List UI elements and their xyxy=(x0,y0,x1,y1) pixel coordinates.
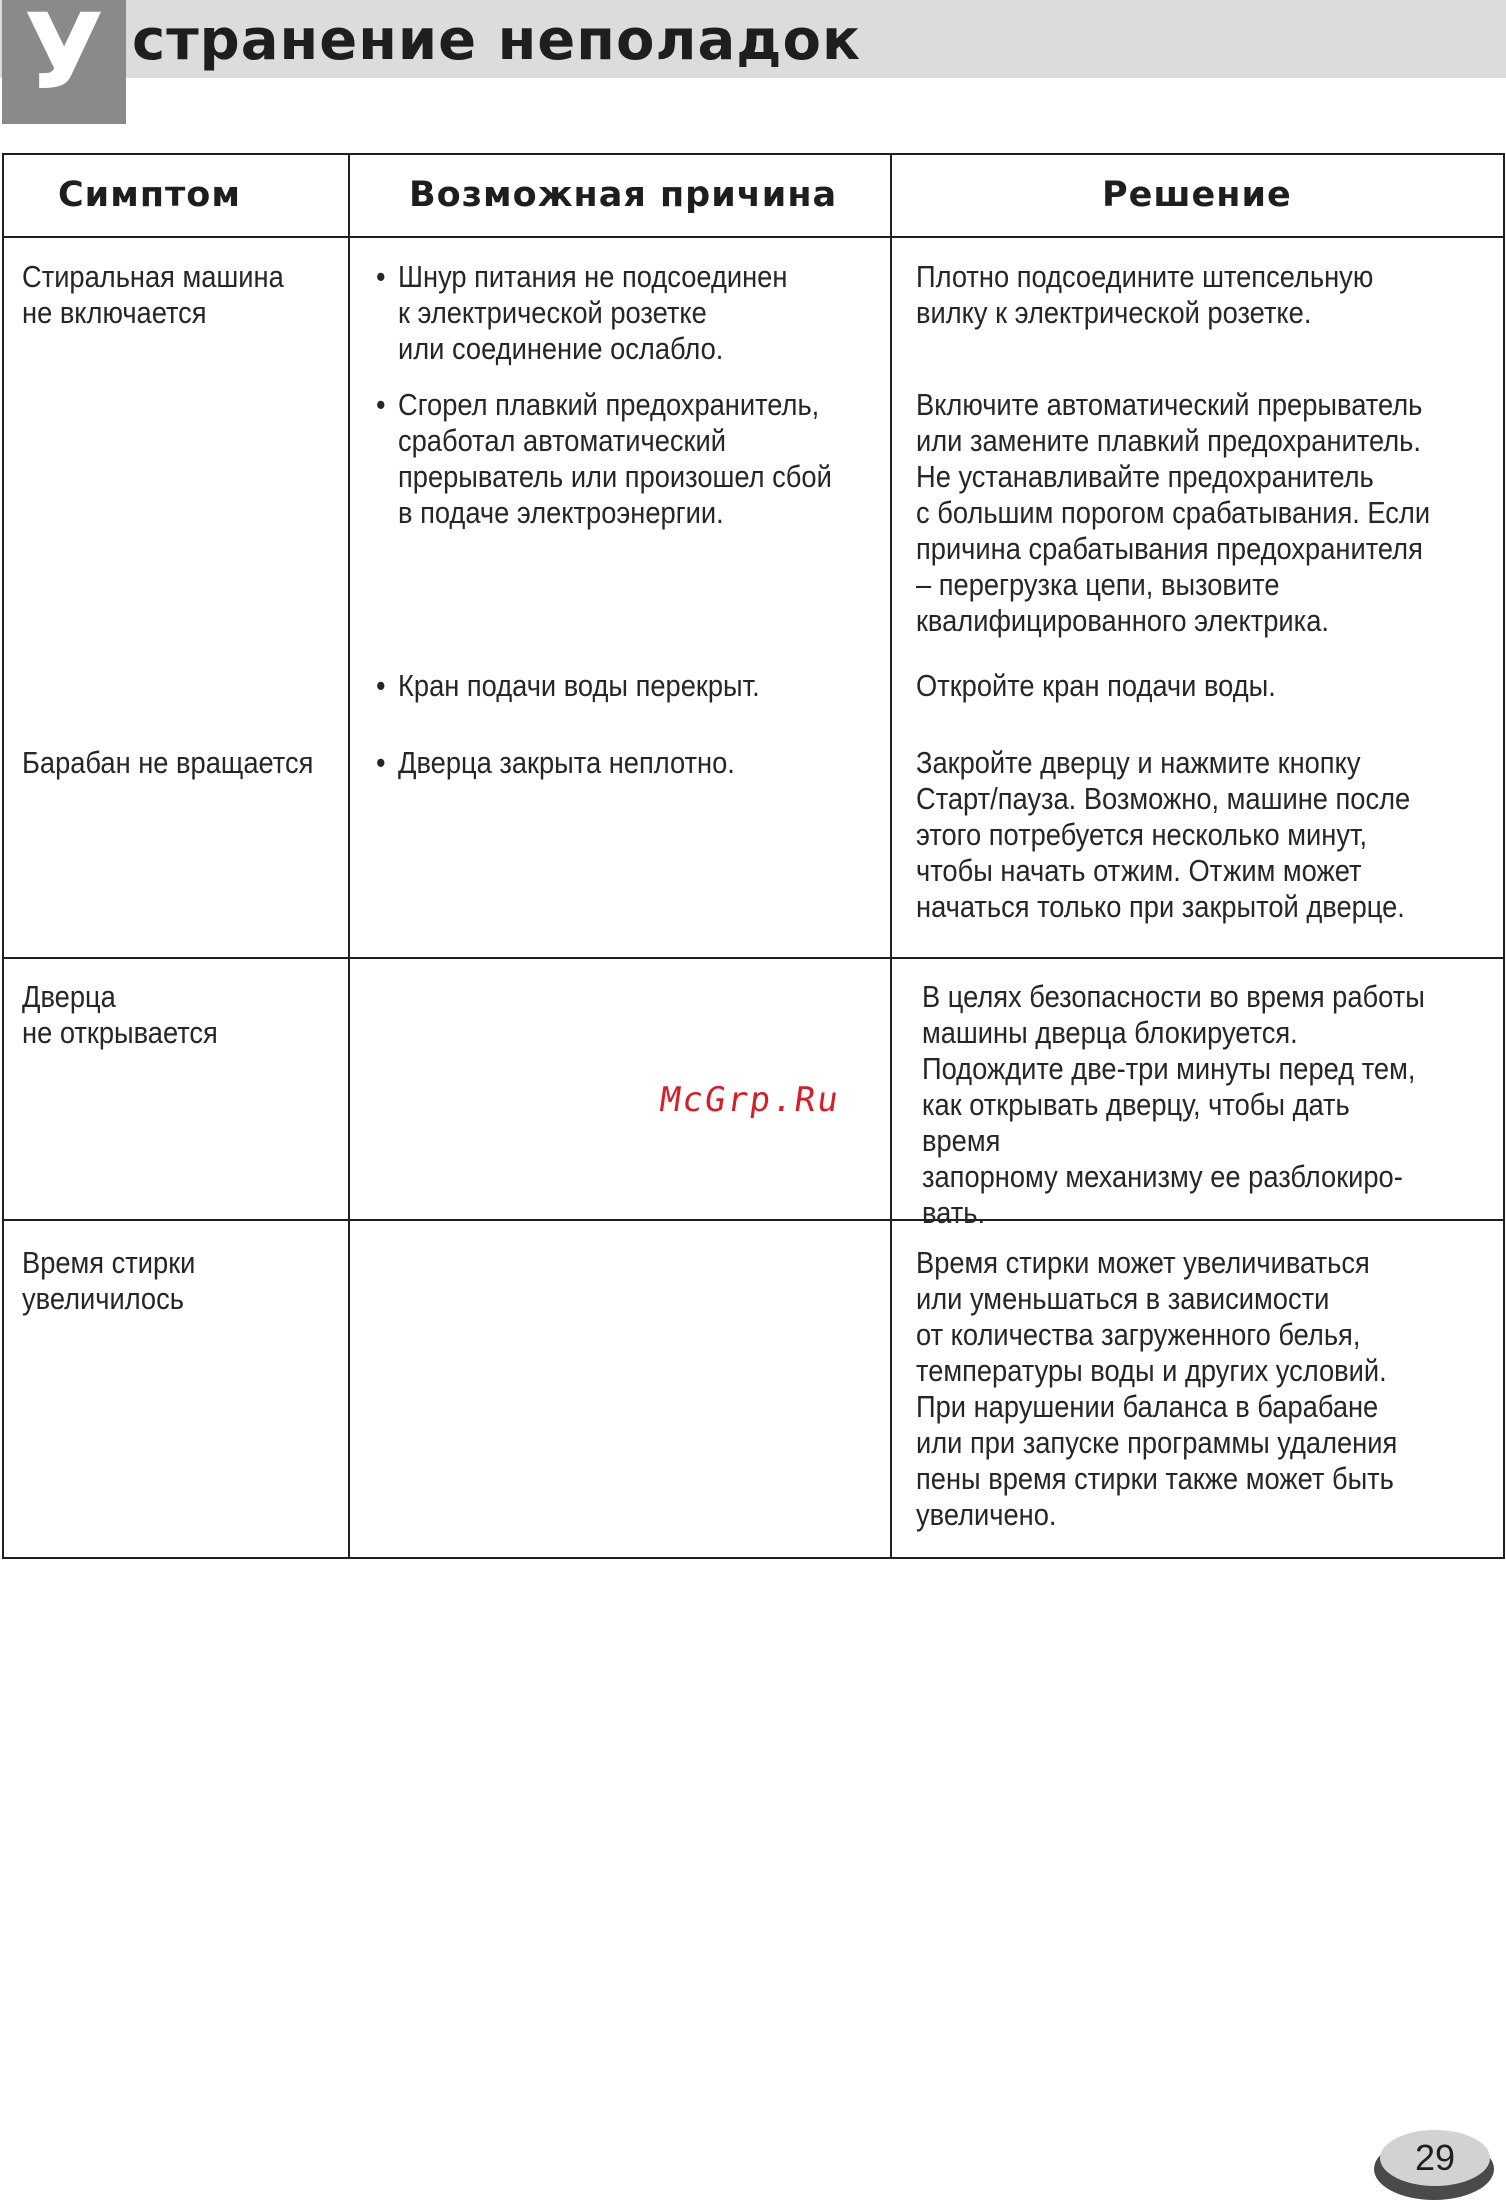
troubleshooting-table xyxy=(2,153,1505,1559)
cause-bullet: • xyxy=(376,387,386,422)
cause-cell: Кран подачи воды перекрыт. xyxy=(398,668,760,703)
watermark: McGrp.Ru xyxy=(657,1080,843,1120)
page-title: странение неполадок xyxy=(132,8,861,73)
symptom-cell: Стиральная машина не включается xyxy=(22,259,284,330)
cause-bullet: • xyxy=(376,668,386,703)
row-divider xyxy=(4,957,1503,959)
title-initial-letter: У xyxy=(2,0,126,124)
solution-cell: В целях безопасности во время работы машины дверца блокируется. Подождите две-три минуты перед тем, как открывать дверцу, чтобы дать время запорному механизму ее разблокиро- вать. xyxy=(922,979,1425,1230)
page-number: 29 xyxy=(1380,2130,1490,2186)
cause-cell: Сгорел плавкий предохранитель, сработал автоматический прерыватель или произошел сбой в подаче электроэнергии. xyxy=(398,387,832,530)
solution-cell: Время стирки может увеличиваться или уменьшаться в зависимости от количества загруженного белья, температуры воды и других условий. При нарушении баланса в барабане или при запуске программы удаления пены время стирки также может быть увеличено. xyxy=(916,1245,1398,1532)
solution-cell: Плотно подсоедините штепсельную вилку к электрической розетке. xyxy=(916,259,1374,330)
cause-bullet: • xyxy=(376,745,386,780)
solution-cell: Включите автоматический прерыватель или замените плавкий предохранитель. Не устанавливайте предохранитель с большим порогом срабатывания. Если причина срабатывания предохранителя – перегрузка цепи, вызовите квалифицированного электрика. xyxy=(916,387,1431,638)
column-divider xyxy=(348,155,350,1557)
symptom-cell: Дверца не открывается xyxy=(22,979,218,1050)
symptom-cell: Время стирки увеличилось xyxy=(22,1245,196,1316)
column-divider xyxy=(890,155,892,1557)
symptom-cell: Барабан не вращается xyxy=(22,745,314,780)
cause-cell: Дверца закрыта неплотно. xyxy=(398,745,735,780)
header-divider xyxy=(4,236,1503,238)
header-solution: Решение xyxy=(1102,175,1292,215)
header-symptom: Симптом xyxy=(58,175,241,215)
cause-bullet: • xyxy=(376,259,386,294)
solution-cell: Откройте кран подачи воды. xyxy=(916,668,1276,703)
cause-cell: Шнур питания не подсоединен к электрической розетке или соединение ослабло. xyxy=(398,259,788,366)
header-cause: Возможная причина xyxy=(409,175,838,215)
solution-cell: Закройте дверцу и нажмите кнопку Старт/пауза. Возможно, машине после этого потребуется несколько минут, чтобы начать отжим. Отжим может начаться только при закрытой дверце. xyxy=(916,745,1411,924)
